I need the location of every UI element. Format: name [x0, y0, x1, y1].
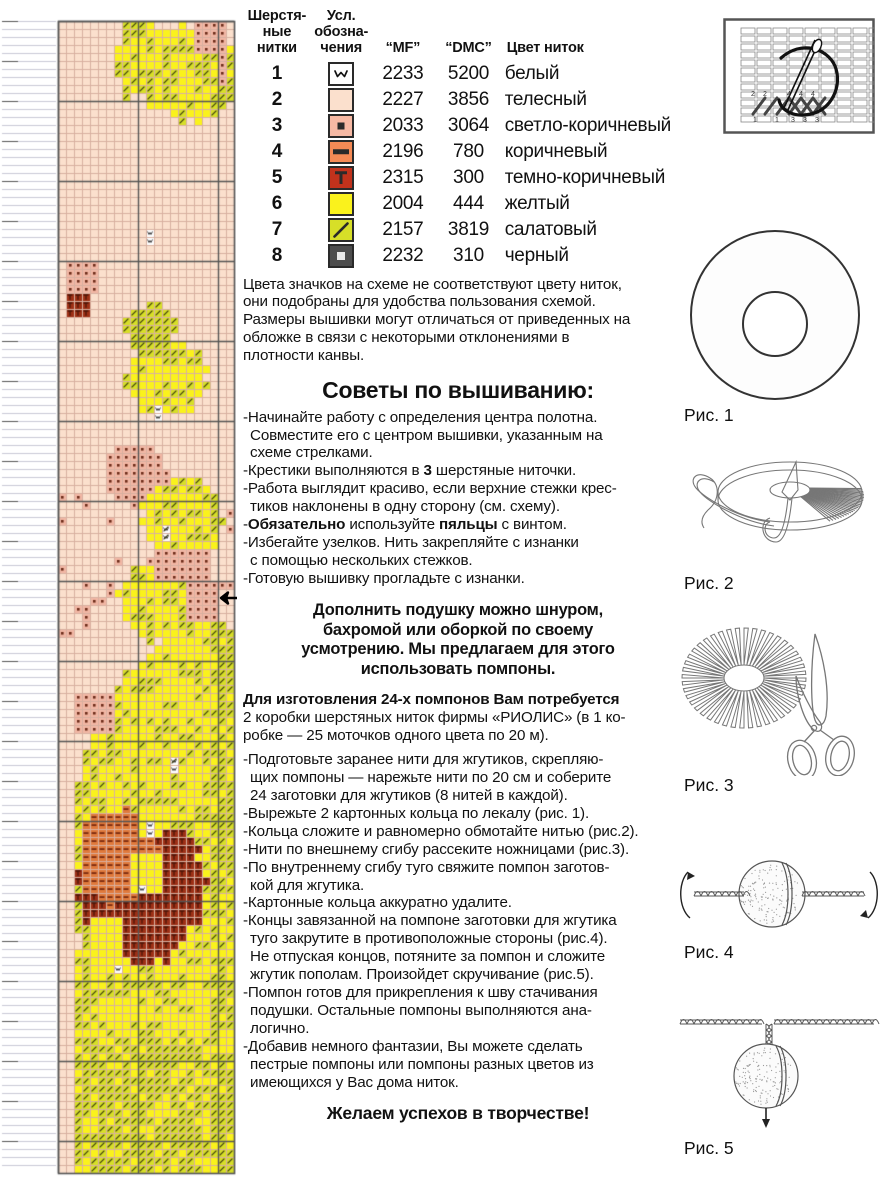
cross-stitch-chart-panel	[0, 0, 236, 1181]
color-name: желтый	[504, 192, 570, 214]
list-item-line: -Нити по внешнему сгибу рассеките ножницами (рис.3).	[243, 840, 630, 858]
list-item-line: -Вырежьте 2 картонных кольца по лекалу (рис. 1).	[243, 804, 590, 822]
bold-line: Дополнить подушку можно шнуром,	[313, 600, 603, 619]
list-item-line: пестрые помпоны или помпоны разных цветов из	[250, 1055, 594, 1073]
tee-red-square-icon	[328, 166, 354, 190]
dmc-code: 3064	[447, 114, 489, 136]
list-item-line: 24 заготовки для жгутиков (8 нитей в каждой).	[250, 786, 568, 804]
white-smile-square-icon	[328, 62, 354, 86]
dmc-code: 444	[453, 192, 484, 214]
svg-text:4: 4	[811, 91, 815, 98]
header-line-3: нитки	[256, 40, 297, 57]
square-black-square-icon	[328, 244, 354, 268]
list-item-line: -Работа выглядит красиво, если верхние стежки крес-	[243, 480, 617, 498]
winding-thread-on-rings-figure	[678, 452, 884, 570]
note-line: они подобраны для удобства пользования схемой.	[243, 293, 596, 311]
instructions-column	[243, 8, 673, 1124]
legend-row	[243, 139, 673, 165]
pompon-materials-heading: Для изготовления 24-х помпонов Вам потребуется	[243, 690, 620, 708]
svg-text:2: 2	[751, 91, 755, 98]
fig1-caption: Рис. 1	[684, 405, 734, 425]
mf-code: 2227	[382, 88, 424, 110]
legend-row	[243, 87, 673, 113]
header-symbol	[311, 8, 372, 61]
list-item-line: логично.	[250, 1020, 310, 1038]
svg-text:4: 4	[787, 91, 791, 98]
fig3-caption: Рис. 3	[684, 775, 734, 795]
list-item	[243, 823, 673, 841]
list-item-line: туго закрутите в противоположные стороны (рис.4).	[250, 930, 608, 948]
legend-row	[243, 113, 673, 139]
thread-number: 6	[271, 192, 283, 214]
color-name: коричневый	[504, 140, 608, 162]
list-item	[243, 841, 673, 859]
dmc-code: 780	[453, 140, 484, 162]
list-item-line: -Кольца сложите и равномерно обмотайте нитью (рис.2).	[243, 822, 639, 840]
symbol-cell	[311, 243, 372, 269]
list-item-line: -Концы завязанной на помпоне заготовки для жгутика	[243, 912, 617, 930]
header-line-1: Усл.	[326, 8, 356, 24]
symbol-cell	[311, 113, 372, 139]
pompon-materials-line: робке — 25 моточков одного цвета по 20 м).	[243, 726, 549, 744]
list-item-line: с помощью нескольких стежков.	[250, 552, 473, 570]
header-line-1: Шерстя-	[247, 8, 307, 24]
svg-text:1: 1	[775, 117, 779, 124]
svg-text:2: 2	[763, 91, 767, 98]
header-thread-number	[243, 8, 311, 61]
legend-row	[243, 61, 673, 87]
fig4-caption: Рис. 4	[684, 942, 734, 962]
mf-code: 2157	[382, 218, 424, 240]
legend-header-row	[243, 8, 673, 61]
thread-number: 1	[271, 62, 283, 84]
note-line: обложке в связи с некоторыми отклонениями в	[243, 329, 570, 347]
pompon-suggestion-block	[243, 601, 673, 680]
symbol-cell	[311, 87, 372, 113]
cross-stitch-chart	[0, 0, 236, 1181]
list-item-line: Совместите его с центром вышивки, указанным на	[250, 426, 603, 444]
list-item	[243, 894, 673, 912]
legend-row	[243, 191, 673, 217]
note-line: плотности канвы.	[243, 346, 365, 364]
thread-number: 2	[271, 88, 283, 110]
color-name: черный	[504, 244, 569, 266]
list-item	[243, 570, 673, 588]
color-name: светло-коричневый	[504, 114, 671, 136]
legend-note	[243, 276, 673, 365]
list-item-line: жгутик пополам. Произойдет скручивание (рис.5).	[250, 966, 594, 984]
list-item-line: тиков наклонены в одну сторону (см. схему).	[250, 498, 560, 516]
folded-cord-pompon-figure	[674, 1000, 886, 1132]
legend-row	[243, 165, 673, 191]
list-item: -Обязательно используйте пяльцы с винтом.	[243, 516, 567, 534]
canvas-stitch-technique-diagram	[723, 18, 875, 134]
header-line-2: ные	[262, 24, 292, 41]
tips-title: Советы по вышиванию:	[322, 376, 594, 403]
thread-number: 8	[271, 244, 283, 266]
svg-text:3: 3	[791, 117, 795, 124]
color-name: белый	[504, 62, 560, 84]
mf-code: 2315	[382, 166, 424, 188]
symbol-cell	[311, 191, 372, 217]
figures-column	[672, 0, 891, 1181]
list-item-line: подушки. Остальные помпоны выполняются ана-	[250, 1002, 592, 1020]
thread-number: 7	[271, 218, 283, 240]
color-name: темно-коричневый	[504, 166, 666, 188]
mf-code: 2004	[382, 192, 424, 214]
note-line: Цвета значков на схеме не соответствуют цвету ниток,	[243, 275, 622, 293]
note-line: Размеры вышивки могут отличаться от приведенных на	[243, 311, 631, 329]
mf-code: 2232	[382, 244, 424, 266]
header-line-2: обозна-	[314, 24, 369, 41]
list-item-line: щих помпоны — нарежьте нити по 20 см и соберите	[250, 768, 612, 786]
list-item-line: имеющихся у Вас дома ниток.	[250, 1073, 459, 1091]
thread-number: 4	[271, 140, 283, 162]
list-item	[243, 805, 673, 823]
center-marker-arrow-icon	[212, 589, 238, 607]
mf-code: 2233	[382, 62, 424, 84]
slash-olive-square-icon	[328, 218, 354, 242]
color-name: салатовый	[504, 218, 597, 240]
list-item	[243, 1038, 673, 1092]
pompon-materials-line: 2 коробки шерстяных ниток фирмы «РИОЛИС» (в 1 ко-	[243, 708, 626, 726]
list-item-line: кой для жгутика.	[250, 876, 365, 894]
list-item-line: -Добавив немного фантазии, Вы можете сделать	[243, 1037, 583, 1055]
list-item-line: -Помпон готов для прикрепления к шву стачивания	[243, 984, 598, 1002]
embroidery-tips-list	[243, 409, 673, 588]
list-item-line: -Готовую вышивку прогладьте с изнанки.	[243, 570, 525, 588]
fig5-caption: Рис. 5	[684, 1138, 734, 1158]
list-item-line: -По внутреннему сгибу туго свяжите помпон заготов-	[243, 858, 610, 876]
pompon-materials	[243, 691, 673, 745]
list-item	[243, 984, 673, 1038]
list-item: -Крестики выполняются в 3 шерстяные ниточки.	[243, 462, 577, 480]
twisting-cord-figure	[674, 838, 886, 944]
svg-text:3: 3	[803, 117, 807, 124]
list-item-line: -Подготовьте заранее нити для жгутиков, скрепляю-	[243, 750, 604, 768]
bold-line: бахромой или оборкой по своему	[323, 620, 593, 639]
fig2-caption: Рис. 2	[684, 573, 734, 593]
cardboard-ring-figure	[680, 228, 880, 403]
color-name: телесный	[504, 88, 587, 110]
list-item	[243, 409, 673, 463]
closing-message: Желаем успехов в творчестве!	[326, 1102, 590, 1123]
legend-row	[243, 217, 673, 243]
header-line-3: чения	[320, 40, 362, 57]
header-color-name: Цвет ниток	[506, 40, 584, 57]
list-item-line: Не отпуская концов, потяните за помпон и сложите	[250, 948, 606, 966]
symbol-cell	[311, 165, 372, 191]
plain-yellow-square-icon	[328, 192, 354, 216]
pompon-steps-list	[243, 751, 673, 1092]
svg-text:3: 3	[815, 117, 819, 124]
legend-row	[243, 243, 673, 269]
list-item-line: -Картонные кольца аккуратно удалите.	[243, 894, 512, 912]
thread-legend-table	[243, 8, 673, 269]
thread-number: 5	[271, 166, 283, 188]
symbol-cell	[311, 61, 372, 87]
dmc-code: 3856	[447, 88, 489, 110]
mf-code: 2196	[382, 140, 424, 162]
list-item	[243, 480, 673, 516]
cutting-with-scissors-figure	[674, 616, 886, 776]
symbol-cell	[311, 217, 372, 243]
list-item-line: схеме стрелками.	[250, 444, 373, 462]
svg-text:4: 4	[799, 91, 803, 98]
list-item	[243, 534, 673, 570]
svg-text:1: 1	[753, 117, 757, 124]
mf-code: 2033	[382, 114, 424, 136]
header-dmc: “DMC”	[445, 40, 492, 57]
thread-number: 3	[271, 114, 283, 136]
dmc-code: 5200	[447, 62, 489, 84]
empty-peach-square-icon	[328, 88, 354, 112]
list-item	[243, 912, 673, 984]
list-item-line: -Избегайте узелков. Нить закрепляйте с изнанки	[243, 534, 579, 552]
list-item-line: -Начинайте работу с определения центра полотна.	[243, 408, 598, 426]
bold-line: использовать помпоны.	[360, 660, 556, 679]
dmc-code: 300	[453, 166, 484, 188]
bold-line: усмотрению. Мы предлагаем для этого	[301, 640, 615, 659]
dot-pink-square-icon	[328, 114, 354, 138]
list-item	[243, 859, 673, 895]
bar-orange-square-icon	[328, 140, 354, 164]
list-item	[243, 751, 673, 805]
header-mf: “MF”	[385, 40, 421, 57]
symbol-cell	[311, 139, 372, 165]
dmc-code: 3819	[447, 218, 489, 240]
dmc-code: 310	[453, 244, 484, 266]
